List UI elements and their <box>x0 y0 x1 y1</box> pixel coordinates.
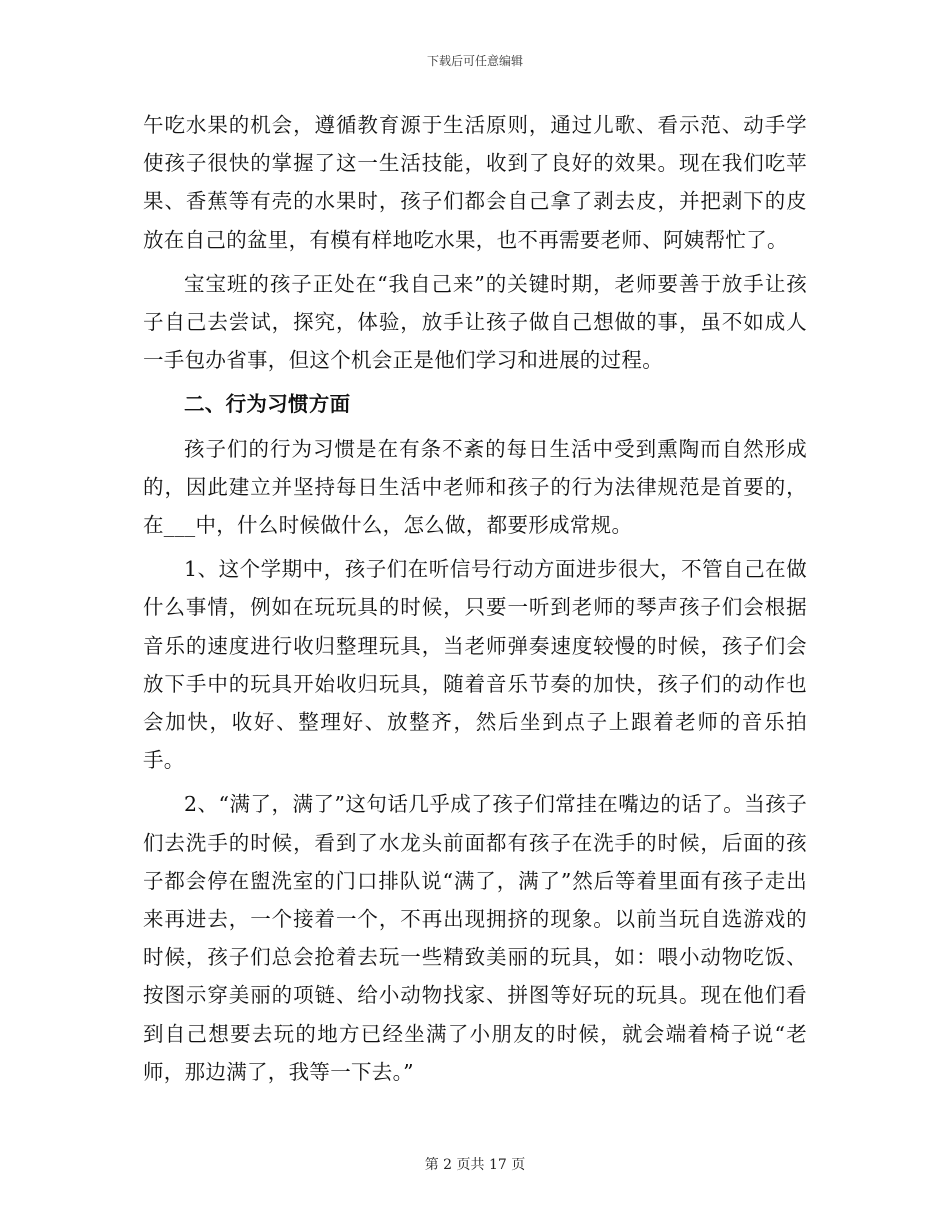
paragraph-5: 2、“满了，满了”这句话几乎成了孩子们常挂在嘴边的话了。当孩子们去洗手的时候，看到了水龙头前面都有孩子在洗手的时候，后面的孩子都会停在盥洗室的门口排队说“满了，满了”然后等着里面有孩子走出来再进去，一个接着一个，不再出现拥挤的现象。以前当玩自选游戏的时候，孩子们总会抢着去玩一些精致美丽的玩具，如：喂小动物吃饭、按图示穿美丽的项链、给小动物找家、拼图等好玩的玩具。现在他们看到自己想要去玩的地方已经坐满了小朋友的时候，就会端着椅子说“老师，那边满了，我等一下去。” <box>143 792 807 1084</box>
page-header: 下载后可任意编辑 <box>426 54 523 68</box>
section-heading: 二、行为习惯方面 <box>184 392 351 417</box>
paragraph-4: 1、这个学期中，孩子们在听信号行动方面进步很大，不管自己在做什么事情，例如在玩玩具的时候，只要一听到老师的琴声孩子们会根据音乐的速度进行收归整理玩具，当老师弹奏速度较慢的时候，孩子们会放下手中的玩具开始收归玩具，随着音乐节奏的加快，孩子们的动作也会加快，收好、整理好、放整齐，然后坐到点子上跟着老师的音乐拍手。 <box>143 557 807 773</box>
document-body <box>143 106 807 1097</box>
paragraph-1: 午吃水果的机会，遵循教育源于生活原则，通过儿歌、看示范、动手学使孩子很快的掌握了这一生活技能，收到了良好的效果。现在我们吃苹果、香蕉等有壳的水果时，孩子们都会自己拿了剥去皮，并把剥下的皮放在自己的盆里，有模有样地吃水果，也不再需要老师、阿姨帮忙了。 <box>143 113 807 252</box>
page-footer: 第 2 页共 17 页 <box>424 1157 526 1173</box>
paragraph-3: 孩子们的行为习惯是在有条不紊的每日生活中受到熏陶而自然形成的，因此建立并坚持每日生活中老师和孩子的行为法律规范是首要的，在___中，什么时候做什么，怎么做，都要形成常规。 <box>143 436 807 538</box>
paragraph-2: 宝宝班的孩子正处在“我自己来”的关键时期，老师要善于放手让孩子自己去尝试，探究，体验，放手让孩子做自己想做的事，虽不如成人一手包办省事，但这个机会正是他们学习和进展的过程。 <box>143 271 807 373</box>
